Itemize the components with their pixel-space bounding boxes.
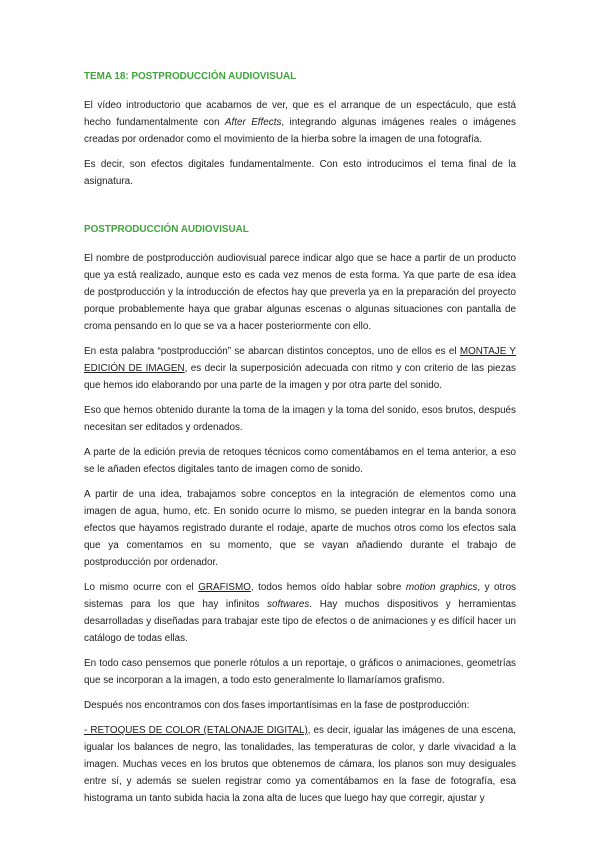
italic-run: softwares — [267, 599, 310, 610]
text-run: . Hay muchos dispositivos y herramientas desarrolladas y diseñadas para trabajar este tipo de efectos o de animaciones y es difícil hacer un catálogo de todas ellas. — [84, 599, 516, 644]
document-page — [84, 68, 516, 815]
body-paragraph-9 — [84, 722, 516, 807]
body-paragraph-4: A parte de la edición previa de retoques técnicos como comentábamos en el tema anterior, a eso se le añaden efectos digitales tanto de imagen como de sonido. — [84, 447, 516, 475]
text-run: , todos hemos oído hablar sobre — [250, 582, 406, 593]
text-run: , y otros sistemas para los que hay infinitos — [84, 582, 516, 610]
body-paragraph-2 — [84, 343, 516, 394]
italic-run: After Effects — [224, 117, 282, 128]
intro-paragraph-2: Es decir, son efectos digitales fundamentalmente. Con esto introducimos el tema final de la asignatura. — [84, 159, 516, 187]
section-heading: POSTPRODUCCIÓN AUDIOVISUAL — [84, 224, 249, 235]
intro-paragraph-1 — [84, 97, 516, 148]
body-paragraph-6 — [84, 579, 516, 647]
text-run: , integrando algunas imágenes reales o imágenes creadas por ordenador como el movimiento de la hierba sobre la imagen de una fotografía. — [84, 117, 516, 145]
body-paragraph-3: Eso que hemos obtenido durante la toma de la imagen y la toma del sonido, esos brutos, después necesitan ser editados y ordenados. — [84, 405, 516, 433]
text-run: En esta palabra “postproducción” se abarcan distintos conceptos, uno de ellos es el — [84, 346, 460, 357]
underlined-term: GRAFISMO — [198, 582, 251, 593]
text-run: , es decir la superposición adecuada con ritmo y con criterio de las piezas que hemos ido elaborando por una parte de la imagen y por otra parte del sonido. — [84, 363, 516, 391]
underlined-term: MONTAJE Y EDICIÓN DE IMAGEN — [84, 346, 516, 374]
text-run: El vídeo introductorio que acabamos de ver, que es el arranque de un espectáculo, que está hecho fundamentalmente con — [84, 100, 516, 128]
body-paragraph-1: El nombre de postproducción audiovisual parece indicar algo que se hace a partir de un producto que ya está realizado, aunque esto es cada vez menos de esta forma. Ya que parte de esa idea de postproducción y la introducción de efectos hay que preverla ya en la preparación del proyecto porque probablemente haya que grabar algunas escenas o algunas situaciones con pantalla de croma pensando en lo que se va a hacer posteriormente con ello. — [84, 253, 516, 332]
body-paragraph-7: En todo caso pensemos que ponerle rótulos a un reportaje, o gráficos o animaciones, geometrías que se incorporan a la imagen, a todo esto generalmente lo llamaríamos grafismo. — [84, 658, 516, 686]
page-title: TEMA 18: POSTPRODUCCIÓN AUDIOVISUAL — [84, 71, 297, 82]
underlined-term: - RETOQUES DE COLOR (ETALONAJE DIGITAL) — [84, 725, 308, 736]
italic-run: motion graphics — [405, 582, 478, 593]
text-run: , es decir, igualar las imágenes de una escena, igualar los balances de negro, las tonalidades, las temperaturas de color, y darle vivacidad a la imagen. Muchas veces en los brutos que obtenemos de cámara, los planos son muy desiguales entre sí, y además se suelen registrar como ya comentábamos en la fase de fotografía, esa histograma un tanto subida hacia la zona alta de luces que luego hay que corregir, ajustar y — [84, 725, 517, 804]
body-paragraph-5: A partir de una idea, trabajamos sobre conceptos en la integración de elementos como una imagen de agua, humo, etc. En sonido ocurre lo mismo, se pueden integrar en la banda sonora efectos que hayamos registrado durante el rodaje, aparte de muchos otros como los efectos sala que ya comentamos en su momento, que se vayan añadiendo durante el trabajo de postproducción por ordenador. — [84, 489, 516, 568]
text-run: Lo mismo ocurre con el — [84, 582, 199, 593]
body-paragraph-8: Después nos encontramos con dos fases importantísimas en la fase de postproducción: — [84, 700, 470, 711]
